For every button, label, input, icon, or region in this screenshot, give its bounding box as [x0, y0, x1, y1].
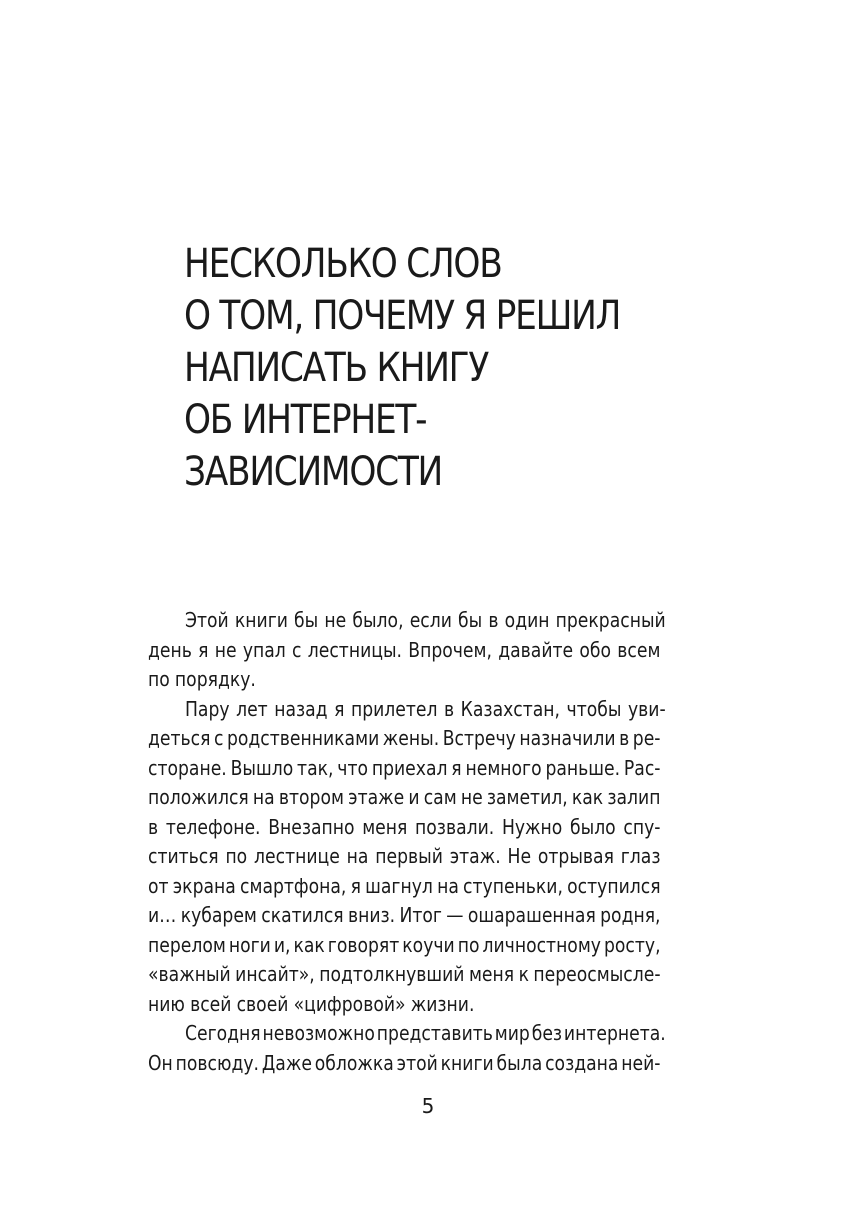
text-line: перелом ноги и, как говорят коучи по личностному росту,: [148, 932, 661, 957]
text-line: деться с родственниками жены. Встречу назначили в ре-: [148, 726, 661, 750]
text-line: Сегодня невозможно представить мир без интернета.: [185, 1021, 666, 1045]
page-number: 5: [421, 1094, 435, 1118]
chapter-title: [184, 238, 683, 498]
chapter-title-line: О ТОМ, ПОЧЕМУ Я РЕШИЛ: [184, 293, 621, 339]
text-line: Этой книги бы не было, если бы в один прекрасный: [185, 608, 666, 632]
text-line: сторане. Вышло так, что приехал я немного раньше. Рас-: [148, 755, 661, 780]
text-line: «важный инсайт», подтолкнувший меня к переосмысле-: [148, 962, 661, 986]
text-line: день я не упал с лестницы. Впрочем, давайте обо всем: [148, 637, 661, 662]
text-line: положился на втором этаже и сам не заметил, как залип: [148, 785, 661, 809]
text-line: Он повсюду. Даже обложка этой книги была создана ней-: [148, 1050, 661, 1075]
chapter-title-line: НЕСКОЛЬКО СЛОВ: [184, 241, 502, 287]
text-line: от экрана смартфона, я шагнул на ступеньки, оступился: [148, 873, 661, 898]
text-line: и… кубарем скатился вниз. Итог — ошарашенная родня,: [148, 903, 661, 927]
text-line: ститься по лестнице на первый этаж. Не отрывая глаз: [148, 844, 661, 868]
chapter-title-line: НАПИСАТЬ КНИГУ: [184, 345, 489, 391]
text-line: Пару лет назад я прилетел в Казахстан, чтобы уви-: [185, 696, 666, 721]
text-line: нию всей своей «цифровой» жизни.: [148, 991, 475, 1016]
chapter-title-line: ОБ ИНТЕРНЕТ-: [184, 397, 427, 443]
chapter-title-line: ЗАВИСИМОСТИ: [184, 449, 443, 495]
text-line: по порядку.: [148, 667, 256, 691]
body-text: [148, 606, 744, 1078]
text-line: в телефоне. Внезапно меня позвали. Нужно было спу-: [148, 814, 661, 839]
